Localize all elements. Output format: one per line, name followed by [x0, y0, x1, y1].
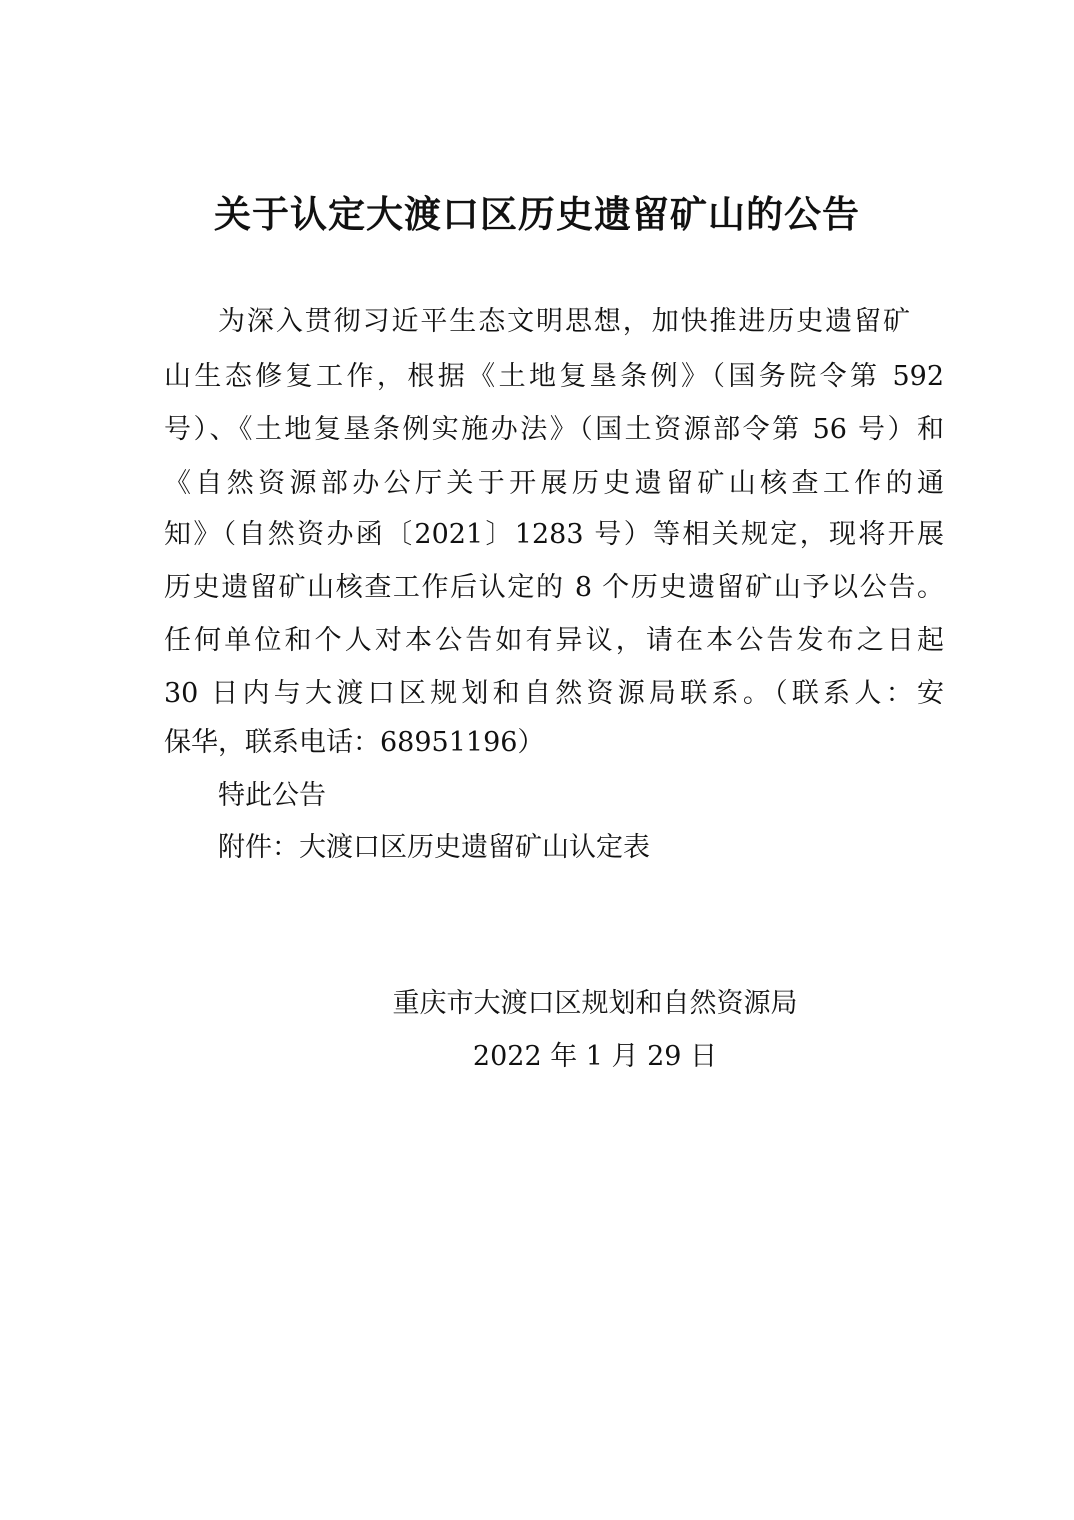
issuer-name: 重庆市大渡口区规划和自然资源局	[392, 988, 798, 1019]
body-line-6: 历史遗留矿山核查工作后认定的 8 个历史遗留矿山予以公告。	[164, 572, 944, 603]
body-line-2: 山生态修复工作，根据《土地复垦条例》（国务院令第 592	[164, 361, 944, 392]
body-line-3: 号）、《土地复垦条例实施办法》（国土资源部令第 56 号）和	[164, 414, 944, 445]
body-line-9: 保华，联系电话：68951196）	[164, 727, 545, 758]
issue-date: 2022 年 1 月 29 日	[472, 1041, 718, 1072]
attachment-text: 附件：大渡口区历史遗留矿山认定表	[218, 832, 650, 863]
body-line-7: 任何单位和个人对本公告如有异议，请在本公告发布之日起	[164, 625, 944, 656]
closing-text: 特此公告	[218, 780, 326, 811]
body-line-5: 知》（自然资办函〔2021〕1283 号）等相关规定，现将开展	[164, 519, 944, 550]
body-line-8: 30 日内与大渡口区规划和自然资源局联系。（联系人：安	[164, 678, 944, 709]
body-line-4: 《自然资源部办公厅关于开展历史遗留矿山核查工作的通	[164, 468, 944, 499]
body-line-1: 为深入贯彻习近平生态文明思想，加快推进历史遗留矿	[218, 306, 910, 337]
document-title: 关于认定大渡口区历史遗留矿山的公告	[214, 192, 860, 236]
